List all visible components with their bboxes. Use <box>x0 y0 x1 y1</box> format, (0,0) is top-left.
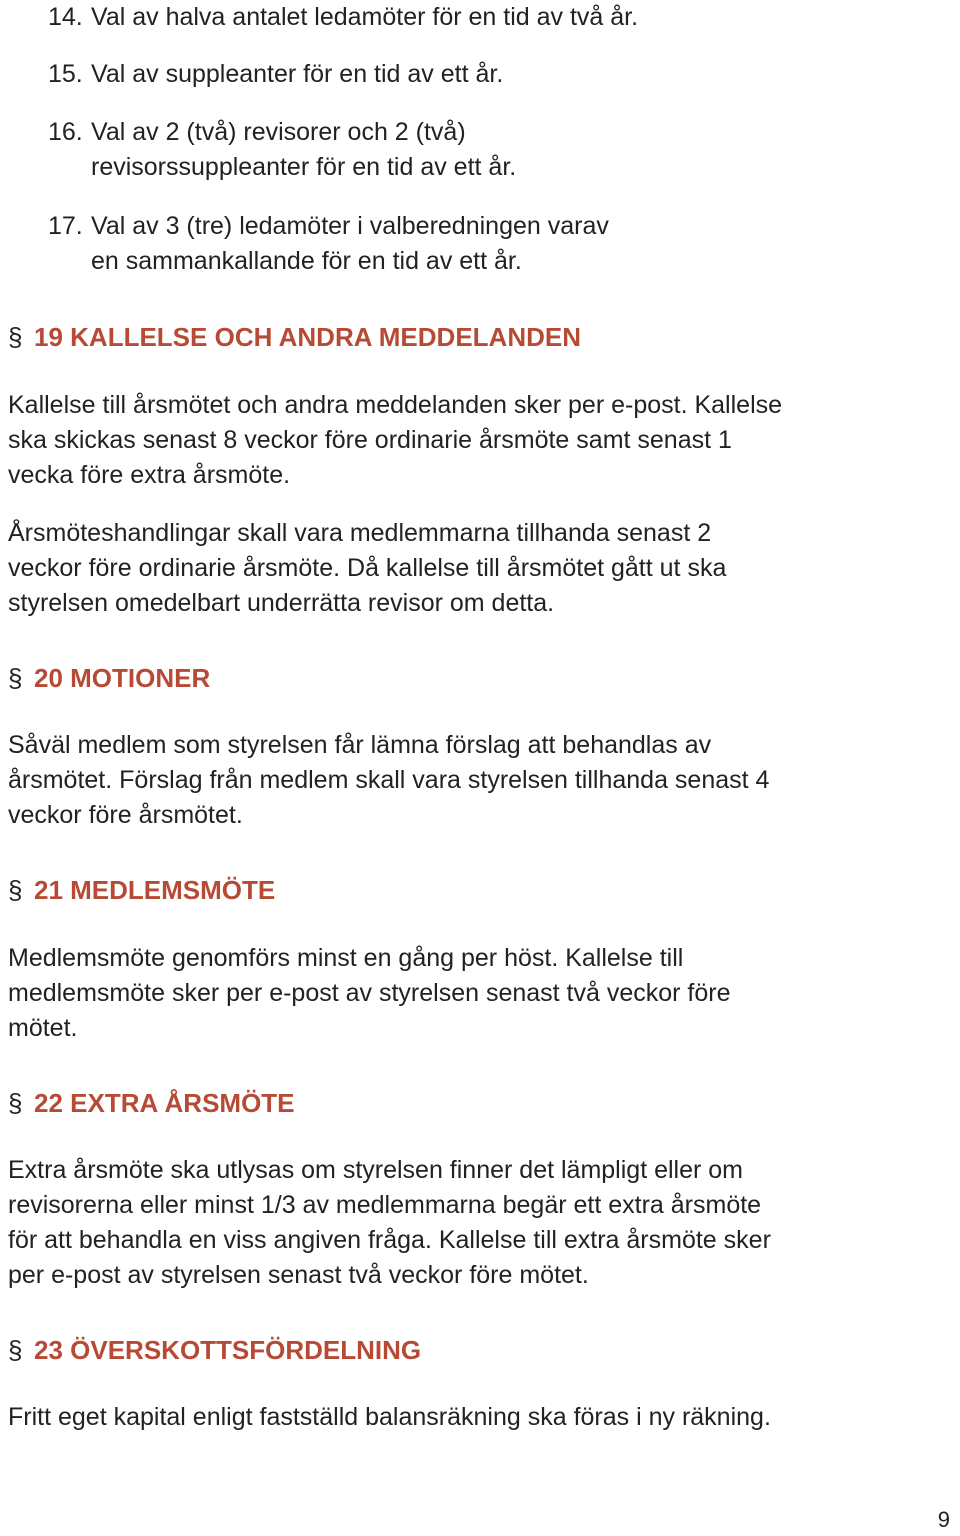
section-symbol: § <box>8 663 23 693</box>
paragraph-line: vecka före extra årsmöte. <box>8 461 291 489</box>
section-heading-21 <box>8 872 928 908</box>
paragraph <box>8 728 938 833</box>
section-title: 20 MOTIONER <box>34 663 211 693</box>
paragraph-line: ska skickas senast 8 veckor före ordinarie årsmöte samt senast 1 <box>8 426 732 454</box>
list-text <box>91 115 921 185</box>
section-heading-20 <box>8 660 928 696</box>
list-number: 17. <box>48 212 83 240</box>
list-text: Val av halva antalet ledamöter för en tid av två år. <box>91 3 639 31</box>
list-text-line: Val av 3 (tre) ledamöter i valberedningen varav <box>91 212 609 240</box>
list-text: Val av suppleanter för en tid av ett år. <box>91 60 504 88</box>
paragraph-line: Fritt eget kapital enligt fastställd balansräkning ska föras i ny räkning. <box>8 1403 771 1431</box>
paragraph-line: Extra årsmöte ska utlysas om styrelsen finner det lämpligt eller om <box>8 1156 743 1184</box>
paragraph <box>8 941 938 1046</box>
paragraph <box>8 388 938 493</box>
page-number: 9 <box>937 1507 950 1532</box>
section-title: 19 KALLELSE OCH ANDRA MEDDELANDEN <box>34 322 581 352</box>
section-heading-23 <box>8 1332 928 1368</box>
paragraph <box>8 1153 938 1293</box>
paragraph <box>8 516 938 621</box>
section-heading-22 <box>8 1085 928 1121</box>
paragraph <box>8 1400 938 1435</box>
paragraph-line: Årsmöteshandlingar skall vara medlemmarna tillhanda senast 2 <box>8 519 712 547</box>
section-heading-19 <box>8 319 928 355</box>
list-text-line: en sammankallande för en tid av ett år. <box>91 247 522 275</box>
list-number: 14. <box>48 3 83 31</box>
paragraph-line: per e-post av styrelsen senast två veckor före mötet. <box>8 1261 589 1289</box>
paragraph-line: årsmötet. Förslag från medlem skall vara styrelsen tillhanda senast 4 <box>8 766 770 794</box>
section-symbol: § <box>8 875 23 905</box>
paragraph-line: Såväl medlem som styrelsen får lämna förslag att behandlas av <box>8 731 712 759</box>
section-symbol: § <box>8 322 23 352</box>
paragraph-line: Kallelse till årsmötet och andra meddelanden sker per e-post. Kallelse <box>8 391 783 419</box>
section-symbol: § <box>8 1088 23 1118</box>
section-title: 23 ÖVERSKOTTSFÖRDELNING <box>34 1335 422 1365</box>
paragraph-line: styrelsen omedelbart underrätta revisor om detta. <box>8 589 555 617</box>
list-text-line: Val av 2 (två) revisorer och 2 (två) <box>91 118 466 146</box>
paragraph-line: medlemsmöte sker per e-post av styrelsen senast två veckor före <box>8 979 731 1007</box>
paragraph-line: revisorerna eller minst 1/3 av medlemmarna begär ett extra årsmöte <box>8 1191 762 1219</box>
section-symbol: § <box>8 1335 23 1365</box>
section-title: 21 MEDLEMSMÖTE <box>34 875 276 905</box>
paragraph-line: veckor före ordinarie årsmöte. Då kallelse till årsmötet gått ut ska <box>8 554 727 582</box>
paragraph-line: veckor före årsmötet. <box>8 801 243 829</box>
section-title: 22 EXTRA ÅRSMÖTE <box>34 1088 295 1118</box>
paragraph-line: mötet. <box>8 1014 78 1042</box>
list-number: 16. <box>48 118 83 146</box>
list-text-line: revisorssuppleanter för en tid av ett år. <box>91 153 517 181</box>
list-text <box>91 209 921 279</box>
paragraph-line: för att behandla en viss angiven fråga. Kallelse till extra årsmöte sker <box>8 1226 771 1254</box>
list-number: 15. <box>48 60 83 88</box>
paragraph-line: Medlemsmöte genomförs minst en gång per höst. Kallelse till <box>8 944 684 972</box>
